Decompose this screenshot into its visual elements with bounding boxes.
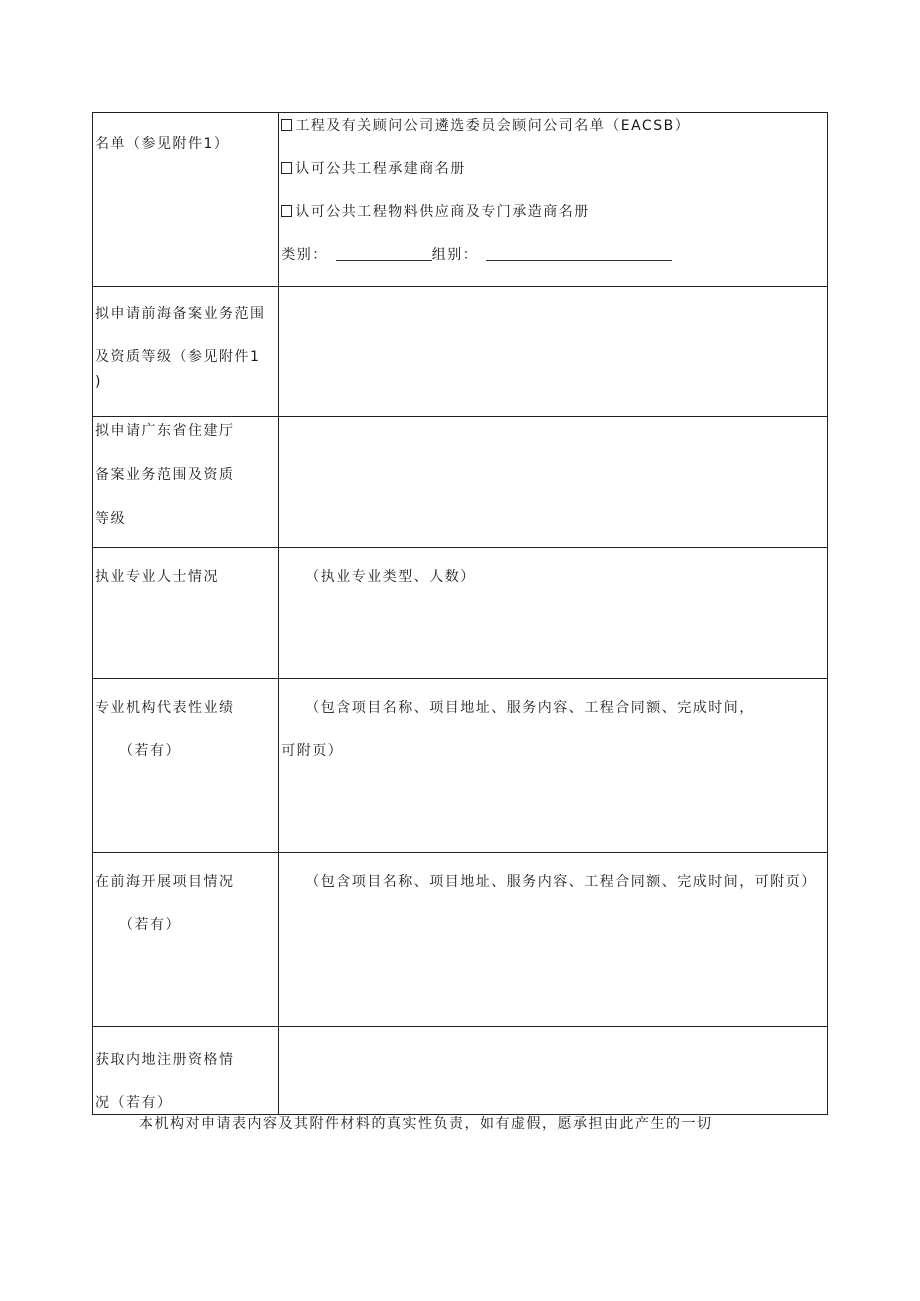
option-label: 认可公共工程承建商名册 — [295, 161, 466, 177]
category-group-line — [279, 245, 827, 265]
application-form-table — [92, 112, 828, 1115]
row-qianhai-projects — [93, 853, 828, 1027]
group-blank-field[interactable] — [486, 246, 672, 261]
declaration-text: 本机构对申请表内容及其附件材料的真实性负责，如有虚假，愿承担由此产生的一切 — [139, 1116, 713, 1132]
row-qianhai-scope — [93, 287, 828, 417]
label-cell-professional-staff — [93, 548, 279, 679]
value-cell-register-list — [279, 113, 828, 287]
field-hint: （执业专业类型、人数） — [305, 569, 476, 585]
label-cell-representative-projects — [93, 679, 279, 853]
row-representative-projects — [93, 679, 828, 853]
checkbox-contractor-list[interactable] — [281, 162, 292, 174]
value-field-qianhai-projects[interactable] — [279, 853, 828, 1027]
row-label-line: 拟申请前海备案业务范围 — [95, 306, 266, 322]
row-mainland-registration — [93, 1027, 828, 1115]
row-label-line: 获取内地注册资格情 — [95, 1052, 235, 1068]
field-hint-line: 可附页） — [281, 743, 344, 759]
category-blank-field[interactable] — [336, 246, 432, 261]
value-field-qianhai-scope[interactable] — [279, 287, 828, 417]
row-label-line: 况（若有） — [95, 1095, 173, 1111]
field-hint: （包含项目名称、项目地址、服务内容、工程合同额、完成时间，可附页） — [305, 874, 817, 890]
option-contractor-list — [279, 159, 827, 179]
row-register-list — [93, 113, 828, 287]
label-cell-register-list — [93, 113, 279, 287]
row-label-line: 备案业务范围及资质 — [95, 467, 235, 483]
checkbox-supplier-list[interactable] — [281, 205, 292, 217]
row-label-line: 拟申请广东省住建厅 — [95, 423, 235, 439]
checkbox-eacsb[interactable] — [281, 119, 292, 131]
row-label: 执业专业人士情况 — [95, 569, 219, 585]
option-label: 工程及有关顾问公司遴选委员会顾问公司名单（EACSB） — [295, 118, 691, 134]
field-hint-line: （包含项目名称、项目地址、服务内容、工程合同额、完成时间， — [305, 700, 755, 716]
row-guangdong-scope — [93, 417, 828, 548]
option-supplier-list — [279, 202, 827, 222]
value-field-representative-projects[interactable] — [279, 679, 828, 853]
option-eacsb — [279, 116, 827, 136]
row-label-line: 专业机构代表性业绩 — [95, 700, 235, 716]
category-label: 类别： — [281, 247, 328, 263]
row-label-line: 及资质等级（参见附件1 — [95, 349, 261, 365]
option-label: 认可公共工程物料供应商及专门承造商名册 — [295, 204, 590, 220]
row-label-line: 在前海开展项目情况 — [95, 874, 235, 890]
row-label-line: ) — [95, 374, 102, 390]
row-professional-staff — [93, 548, 828, 679]
row-label-line: （若有） — [119, 743, 181, 759]
label-cell-guangdong-scope — [93, 417, 279, 548]
group-label: 组别： — [431, 247, 479, 263]
value-field-guangdong-scope[interactable] — [279, 417, 828, 548]
row-label: 名单（参见附件1） — [95, 136, 230, 152]
row-label-line: 等级 — [95, 511, 126, 527]
label-cell-mainland-registration — [93, 1027, 279, 1115]
value-field-professional-staff[interactable] — [279, 548, 828, 679]
label-cell-qianhai-projects — [93, 853, 279, 1027]
value-field-mainland-registration[interactable] — [279, 1027, 828, 1115]
row-label-line: （若有） — [119, 917, 181, 933]
label-cell-qianhai-scope — [93, 287, 279, 417]
